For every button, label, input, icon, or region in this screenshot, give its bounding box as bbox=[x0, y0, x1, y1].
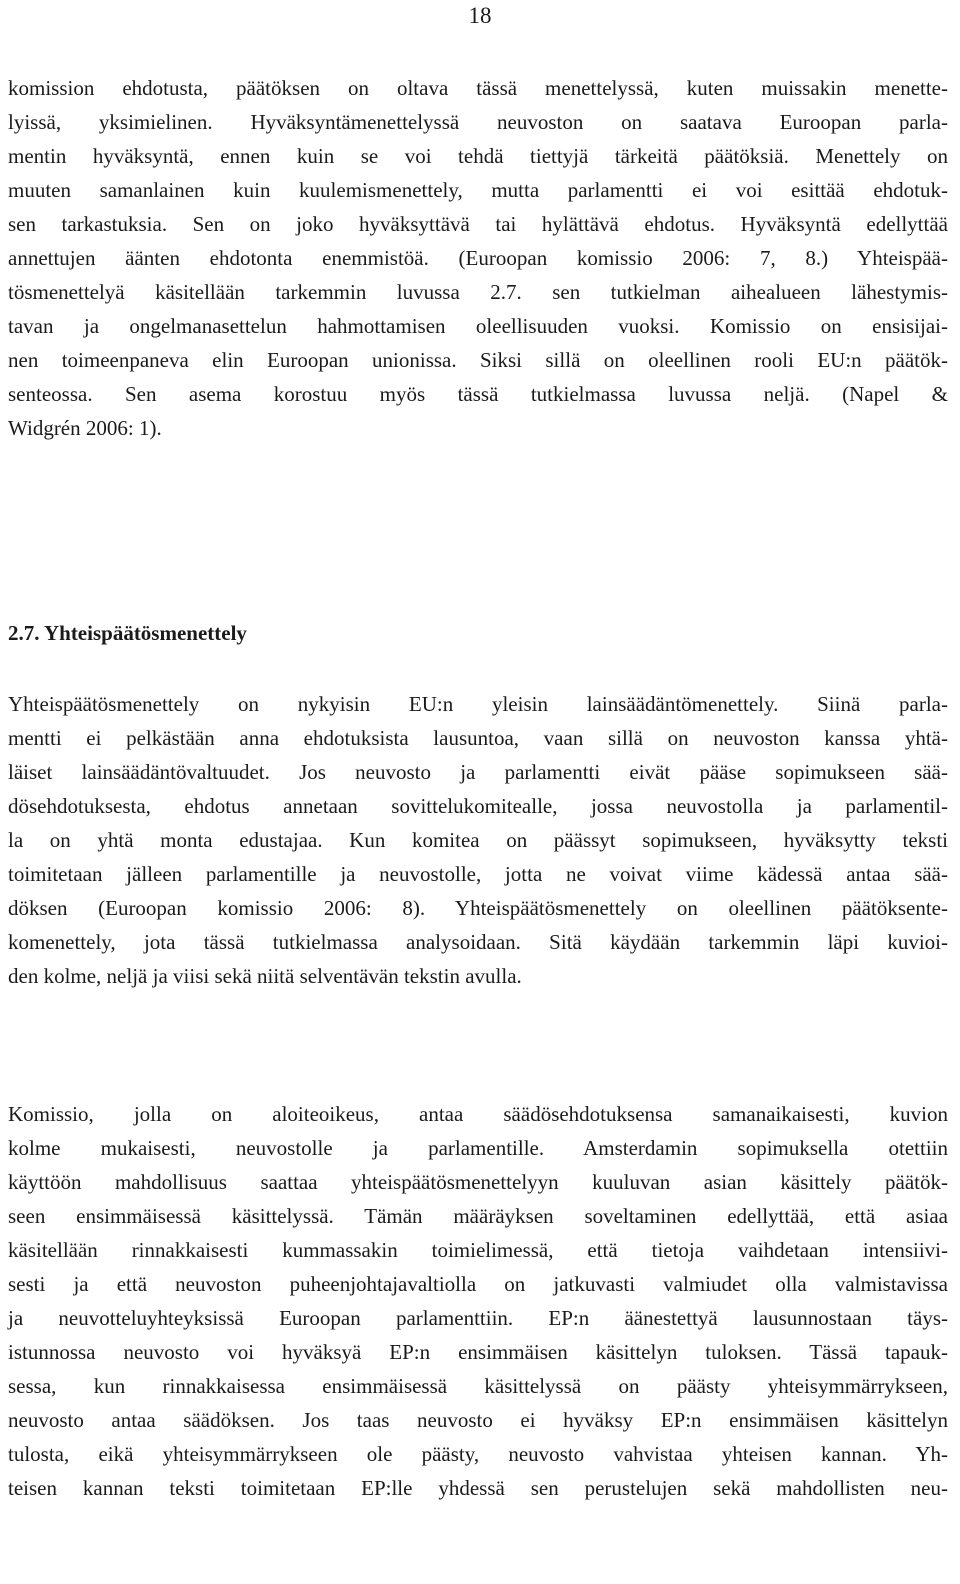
paragraph-line: komission ehdotusta, päätöksen on oltava tässä menettelyssä, kuten muissakin menette- bbox=[8, 76, 948, 100]
page-number: 18 bbox=[468, 3, 492, 28]
paragraph-line: mentin hyväksyntä, ennen kuin se voi tehdä tiettyjä tärkeitä päätöksiä. Menettely on bbox=[8, 144, 948, 168]
paragraph-3 bbox=[8, 1097, 948, 1505]
paragraph-line: den kolme, neljä ja viisi sekä niitä selventävän tekstin avulla. bbox=[8, 964, 522, 988]
paragraph-line: muuten samanlainen kuin kuulemismenettely, mutta parlamentti ei voi esittää ehdotuk- bbox=[8, 178, 948, 202]
paragraph-2 bbox=[8, 687, 948, 993]
paragraph-line: tavan ja ongelmanasettelun hahmottamisen oleellisuuden vuoksi. Komissio on ensisijai- bbox=[8, 314, 948, 338]
paragraph-line: annettujen äänten ehdotonta enemmistöä. (Euroopan komissio 2006: 7, 8.) Yhteispää- bbox=[8, 246, 948, 270]
paragraph-line: seen ensimmäisessä käsittelyssä. Tämän määräyksen soveltaminen edellyttää, että asiaa bbox=[8, 1204, 948, 1228]
paragraph-line: neuvosto antaa säädöksen. Jos taas neuvosto ei hyväksy EP:n ensimmäisen käsittelyn bbox=[8, 1408, 948, 1432]
paragraph-line: komenettely, jota tässä tutkielmassa analysoidaan. Sitä käydään tarkemmin läpi kuvioi- bbox=[8, 930, 948, 954]
paragraph-line: sessa, kun rinnakkaisessa ensimmäisessä käsittelyssä on päästy yhteisymmärrykseen, bbox=[8, 1374, 948, 1398]
paragraph-line: la on yhtä monta edustajaa. Kun komitea on päässyt sopimukseen, hyväksytty teksti bbox=[8, 828, 948, 852]
paragraph-line: ja neuvotteluyhteyksissä Euroopan parlamenttiin. EP:n äänestettyä lausunnostaan täys- bbox=[8, 1306, 948, 1330]
paragraph-line: döksen (Euroopan komissio 2006: 8). Yhteispäätösmenettely on oleellinen päätöksente- bbox=[8, 896, 948, 920]
paragraph-line: tösmenettelyä käsitellään tarkemmin luvussa 2.7. sen tutkielman aihealueen lähestymis- bbox=[8, 280, 948, 304]
paragraph-line: mentti ei pelkästään anna ehdotuksista lausuntoa, vaan sillä on neuvoston kanssa yhtä- bbox=[8, 726, 948, 750]
paragraph-line: käsitellään rinnakkaisesti kummassakin toimielimessä, että tietoja vaihdetaan intensiivi- bbox=[8, 1238, 948, 1262]
paragraph-line: Komissio, jolla on aloiteoikeus, antaa säädösehdotuksensa samanaikaisesti, kuvion bbox=[8, 1102, 948, 1126]
paragraph-line: käyttöön mahdollisuus saattaa yhteispäätösmenettelyyn kuuluvan asian käsittely päätök- bbox=[8, 1170, 948, 1194]
paragraph-line: toimitetaan jälleen parlamentille ja neuvostolle, jotta ne voivat viime kädessä antaa sää- bbox=[8, 862, 948, 886]
paragraph-line: läiset lainsäädäntövaltuudet. Jos neuvosto ja parlamentti eivät pääse sopimukseen sää- bbox=[8, 760, 948, 784]
paragraph-line: teisen kannan teksti toimitetaan EP:lle yhdessä sen perustelujen sekä mahdollisten neu- bbox=[8, 1476, 948, 1500]
paragraph-1 bbox=[8, 71, 948, 445]
paragraph-line: Widgrén 2006: 1). bbox=[8, 416, 162, 440]
paragraph-line: sesti ja että neuvoston puheenjohtajavaltiolla on jatkuvasti valmiudet olla valmistavissa bbox=[8, 1272, 948, 1296]
paragraph-line: nen toimeenpaneva elin Euroopan unionissa. Siksi sillä on oleellinen rooli EU:n päätök- bbox=[8, 348, 948, 372]
paragraph-line: dösehdotuksesta, ehdotus annetaan sovittelukomitealle, jossa neuvostolla ja parlamentil- bbox=[8, 794, 948, 818]
paragraph-line: senteossa. Sen asema korostuu myös tässä tutkielmassa luvussa neljä. (Napel & bbox=[8, 382, 948, 406]
section-heading: 2.7. Yhteispäätösmenettely bbox=[8, 621, 247, 645]
paragraph-line: sen tarkastuksia. Sen on joko hyväksyttävä tai hylättävä ehdotus. Hyväksyntä edellyttää bbox=[8, 212, 948, 236]
paragraph-line: kolme mukaisesti, neuvostolle ja parlamentille. Amsterdamin sopimuksella otettiin bbox=[8, 1136, 948, 1160]
paragraph-line: Yhteispäätösmenettely on nykyisin EU:n yleisin lainsäädäntömenettely. Siinä parla- bbox=[8, 692, 948, 716]
paragraph-line: istunnossa neuvosto voi hyväksyä EP:n ensimmäisen käsittelyn tuloksen. Tässä tapauk- bbox=[8, 1340, 948, 1364]
paragraph-line: tulosta, eikä yhteisymmärrykseen ole päästy, neuvosto vahvistaa yhteisen kannan. Yh- bbox=[8, 1442, 948, 1466]
paragraph-line: lyissä, yksimielinen. Hyväksyntämenettelyssä neuvoston on saatava Euroopan parla- bbox=[8, 110, 948, 134]
